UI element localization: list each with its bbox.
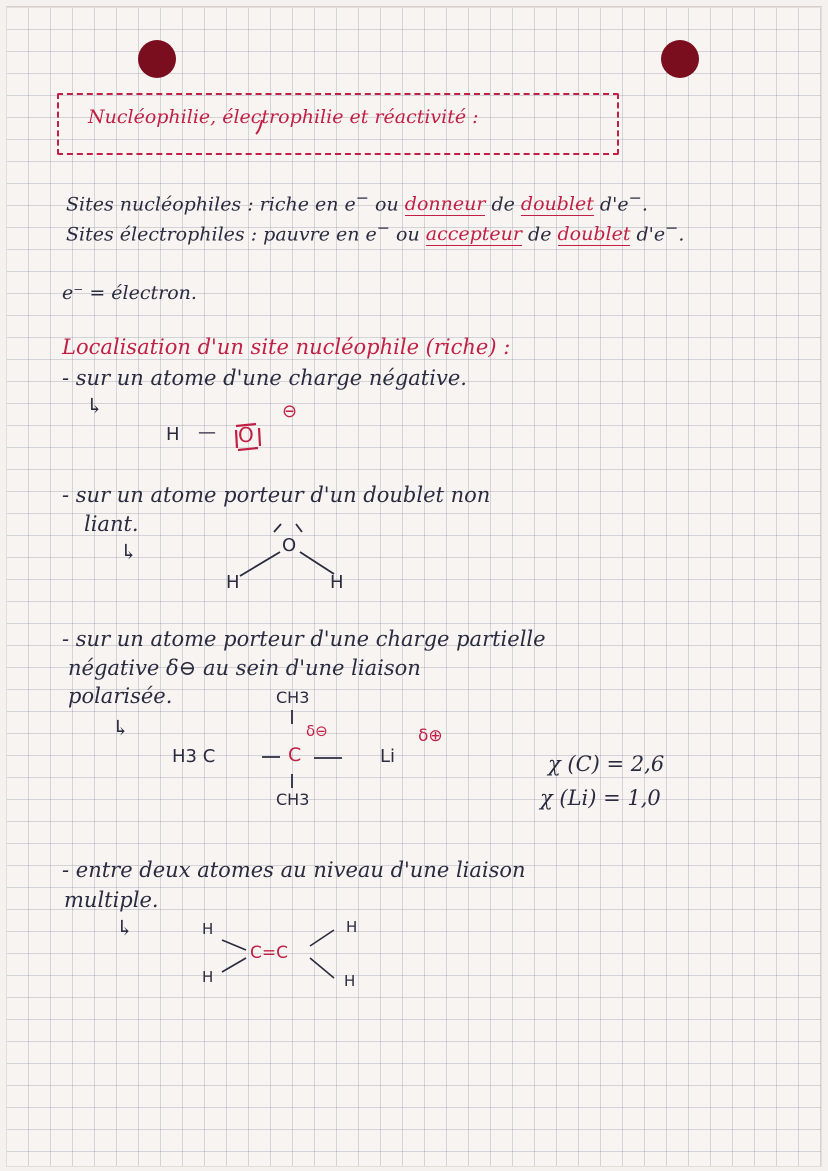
definition-nucleophile: Sites nucléophiles : riche en e− ou donneur de doublet d'e−. [66, 188, 648, 216]
bullet-partial-charge-cont: négative δ⊖ au sein d'une liaison [68, 656, 421, 680]
ethylene-h-bottom-left: H [202, 968, 214, 986]
water-h-left: H [226, 572, 240, 593]
bullet-lone-pair-cont: liant. [84, 512, 139, 536]
water-o: O [282, 535, 297, 556]
negative-charge-icon: ⊖ [282, 401, 298, 422]
bullet-multiple-bond: - entre deux atomes au niveau d'une liaison [62, 858, 526, 882]
ethylene-double-bond: C=C [250, 943, 288, 963]
hydroxide-o: O [238, 423, 254, 447]
delta-minus-icon: δ⊖ [306, 722, 328, 740]
lithium: Li [380, 746, 396, 767]
bullet-lone-pair: - sur un atome porteur d'un doublet non [62, 483, 491, 507]
water-h-right: H [330, 572, 344, 593]
bullet-partial-charge: - sur un atome porteur d'une charge partielle [62, 627, 546, 651]
electron-definition: e⁻ = électron. [62, 282, 197, 304]
arrow-icon: ↳ [112, 716, 130, 740]
hydroxide-h: H [166, 424, 180, 445]
definition-electrophile: Sites électrophiles : pauvre en e− ou accepteur de doublet d'e−. [66, 218, 685, 246]
ethylene-h-top-left: H [202, 920, 214, 938]
methyl-top: CH3 [276, 688, 310, 707]
methyl-bottom: CH3 [276, 790, 310, 809]
electronegativity-carbon: χ (C) = 2,6 [548, 752, 665, 776]
electronegativity-lithium: χ (Li) = 1,0 [540, 786, 661, 810]
methyl-left: H3 C [172, 746, 216, 767]
arrow-icon: ↳ [120, 540, 138, 564]
hydroxide-bond: — [198, 422, 216, 443]
arrow-icon: ↳ [86, 394, 104, 418]
page-title: Nucléophilie, électrophilie et réactivité : [88, 106, 479, 128]
ethylene-h-bottom-right: H [344, 972, 356, 990]
delta-plus-icon: δ⊕ [418, 726, 443, 746]
bullet-partial-charge-cont2: polarisée. [68, 684, 173, 708]
ethylene-h-top-right: H [346, 918, 358, 936]
bullet-multiple-bond-cont: multiple. [64, 888, 159, 912]
section-title: Localisation d'un site nucléophile (riche) : [62, 335, 511, 359]
arrow-icon: ↳ [116, 916, 134, 940]
bullet-negative-charge: - sur un atome d'une charge négative. [62, 366, 467, 390]
central-carbon: C [288, 744, 302, 766]
